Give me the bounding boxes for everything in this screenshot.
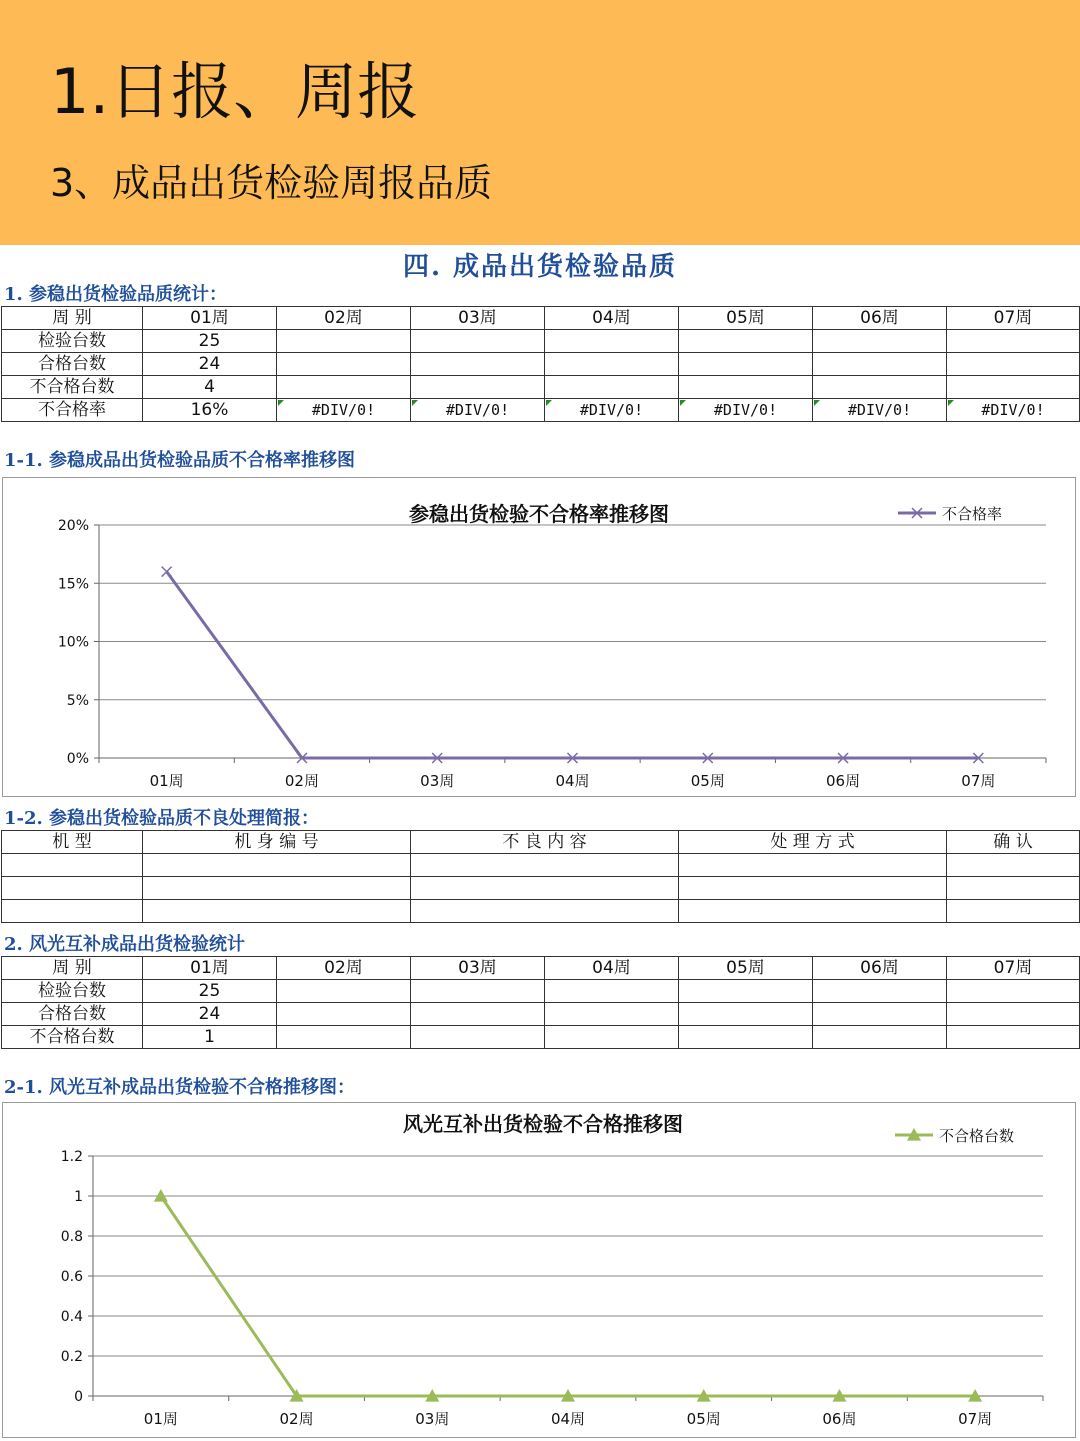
section-2-1-title: 2-1. 风光互补成品出货检验不合格推移图： [4,1077,356,1098]
table-row [2,1003,1080,1026]
table-cell: 25 [143,980,277,1003]
header-cell: 02周 [277,307,411,330]
error-cell: #DIV/0! [679,399,813,422]
y-tick-label: 15% [57,576,89,593]
row-label: 不合格台数 [2,376,143,399]
table-row [2,854,1080,877]
chart-title: 风光互补出货检验不合格推移图 [403,1112,683,1136]
table-cell [411,980,545,1003]
table-cell [679,1003,813,1026]
section-1-1-title: 1-1. 参稳成品出货检验品质不合格率推移图 [4,450,356,471]
table-cell [277,1003,411,1026]
section-1-2-title: 1-2. 参稳出货检验品质不良处理简报： [4,808,320,829]
header-cell: 机 型 [2,831,143,854]
y-tick-label: 1.2 [60,1149,83,1165]
error-cell: #DIV/0! [411,399,545,422]
header-cell: 06周 [813,957,947,980]
y-tick-label: 0.6 [60,1269,83,1285]
y-tick-label: 0 [74,1389,83,1405]
y-tick-label: 0.4 [60,1309,83,1325]
header-banner [0,0,1080,245]
defect-rate-chart [3,478,1075,796]
table-cell [813,1003,947,1026]
table-cell: 25 [143,330,277,353]
chart-2-container [2,1102,1076,1438]
error-cell: #DIV/0! [947,399,1080,422]
table-cell: 24 [143,1003,277,1026]
header-cell: 04周 [545,957,679,980]
table-row [2,877,1080,900]
table-cell [813,330,947,353]
y-tick-label: 10% [57,634,89,651]
x-tick-label: 05周 [686,1410,721,1428]
table-cell [545,980,679,1003]
header-cell: 01周 [143,957,277,980]
y-tick-label: 0.8 [60,1229,83,1245]
table-cell [813,1026,947,1049]
chart-1-container [2,477,1076,797]
table-row [2,399,1080,422]
table-cell [679,330,813,353]
table-cell [545,1026,679,1049]
table-cell [679,376,813,399]
stats-table-2 [1,956,1080,1049]
header-cell: 03周 [411,307,545,330]
x-tick-label: 01周 [143,1410,178,1428]
x-tick-label: 07周 [961,772,996,790]
table-cell [813,980,947,1003]
table-header-row [2,307,1080,330]
table-cell: 24 [143,353,277,376]
table-cell [813,353,947,376]
table-cell [947,980,1080,1003]
error-cell: #DIV/0! [813,399,947,422]
x-tick-label: 06周 [822,1410,857,1428]
table-cell [813,376,947,399]
spreadsheet-area [0,245,1080,1440]
x-tick-label: 06周 [826,772,861,790]
table-cell [277,980,411,1003]
header-cell: 07周 [947,307,1080,330]
y-tick-label: 1 [74,1189,83,1205]
table-cell [947,330,1080,353]
header-cell: 处 理 方 式 [679,831,947,854]
table-cell [411,1003,545,1026]
table-cell: 1 [143,1026,277,1049]
table-cell [545,353,679,376]
sheet-title: 四. 成品出货检验品质 [402,252,678,282]
table-row [2,1026,1080,1049]
table-cell [947,1003,1080,1026]
header-cell: 确 认 [947,831,1080,854]
table-cell [545,376,679,399]
x-tick-label: 03周 [415,1410,450,1428]
header-cell: 03周 [411,957,545,980]
y-tick-label: 0.2 [60,1349,83,1365]
table-cell [277,353,411,376]
row-label: 检验台数 [2,330,143,353]
defect-report-table [1,830,1080,923]
table-cell [545,1003,679,1026]
table-cell: 16% [143,399,277,422]
table-header-row [2,831,1080,854]
y-tick-label: 20% [57,518,89,534]
row-label: 合格台数 [2,1003,143,1026]
table-cell [947,1026,1080,1049]
table-cell [411,330,545,353]
x-tick-label: 07周 [958,1410,993,1428]
banner-title: 1.日报、周报 [50,55,420,128]
row-label: 不合格台数 [2,1026,143,1049]
x-tick-label: 04周 [555,772,590,790]
x-tick-label: 05周 [690,772,725,790]
x-tick-label: 03周 [420,772,455,790]
table-cell [679,1026,813,1049]
stats-table-1 [1,306,1080,422]
x-tick-label: 04周 [550,1410,586,1428]
table-cell [679,980,813,1003]
table-cell [545,330,679,353]
y-tick-label: 5% [66,692,89,709]
table-header-row [2,957,1080,980]
table-cell [947,376,1080,399]
chart-title: 参稳出货检验不合格率推移图 [409,502,669,526]
header-cell: 04周 [545,307,679,330]
header-cell: 07周 [947,957,1080,980]
table-cell: 4 [143,376,277,399]
header-cell: 05周 [679,957,813,980]
row-label: 不合格率 [2,399,143,422]
x-tick-label: 01周 [149,772,184,790]
header-cell: 01周 [143,307,277,330]
header-cell: 机 身 编 号 [143,831,411,854]
row-label: 检验台数 [2,980,143,1003]
section-2-title: 2. 风光互补成品出货检验统计 [4,934,246,955]
legend-label: 不合格台数 [939,1127,1015,1145]
table-cell [411,353,545,376]
error-cell: #DIV/0! [545,399,679,422]
header-cell: 不 良 内 容 [411,831,679,854]
header-cell: 周 别 [2,957,143,980]
table-cell [277,330,411,353]
data-point-marker [162,567,172,577]
series-line [161,1196,975,1396]
y-tick-label: 0% [66,751,89,767]
data-point-marker [154,1189,168,1202]
error-cell: #DIV/0! [277,399,411,422]
header-cell: 06周 [813,307,947,330]
table-cell [411,1026,545,1049]
table-row [2,353,1080,376]
table-row [2,376,1080,399]
table-cell [411,376,545,399]
header-cell: 05周 [679,307,813,330]
section-1-title: 1. 参稳出货检验品质统计： [4,284,228,305]
table-row [2,330,1080,353]
x-tick-label: 02周 [279,1410,314,1428]
table-cell [679,353,813,376]
legend-label: 不合格率 [942,505,1003,523]
defect-count-chart [3,1103,1075,1437]
table-cell [947,353,1080,376]
row-label: 合格台数 [2,353,143,376]
table-cell [277,1026,411,1049]
table-cell [277,376,411,399]
table-row [2,980,1080,1003]
header-cell: 周 别 [2,307,143,330]
table-row [2,900,1080,923]
banner-subtitle: 3、成品出货检验周报品质 [50,161,493,205]
header-cell: 02周 [277,957,411,980]
series-line [167,572,979,758]
x-tick-label: 02周 [284,772,319,790]
